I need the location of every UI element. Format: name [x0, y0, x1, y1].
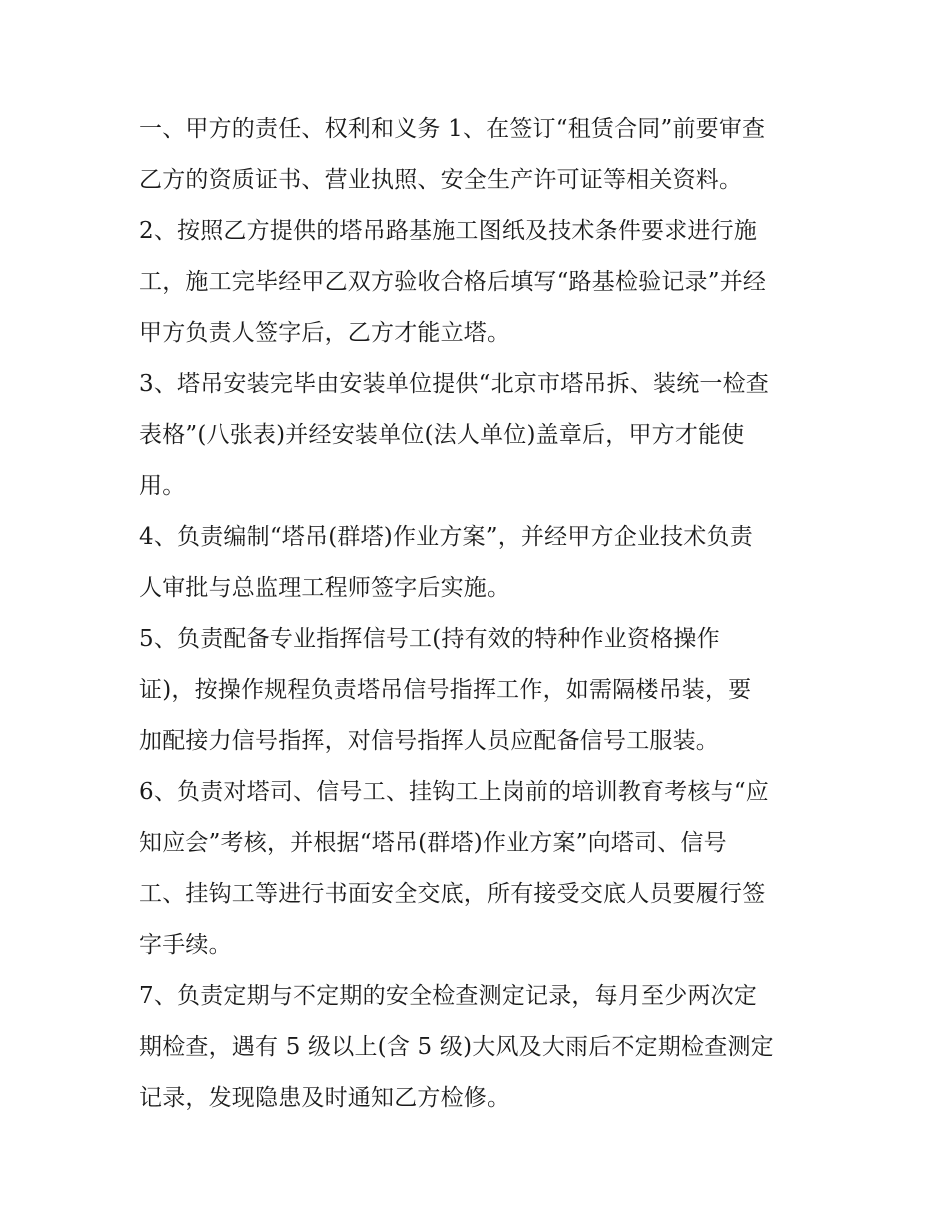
- text-line: 工、挂钩工等进行书面安全交底，所有接受交底人员要履行签: [139, 881, 766, 907]
- text-line: 2、按照乙方提供的塔吊路基施工图纸及技术条件要求进行施: [139, 218, 758, 244]
- text-line: 一、甲方的责任、权利和义务 1、在签订“租赁合同”前要审查: [139, 116, 766, 142]
- text-line: 工，施工完毕经甲乙双方验收合格后填写“路基检验记录”并经: [139, 269, 767, 295]
- text-line: 3、塔吊安装完毕由安装单位提供“北京市塔吊拆、装统一检查: [139, 371, 769, 397]
- text-line: 字手续。: [139, 932, 232, 958]
- text-line: 甲方负责人签字后，乙方才能立塔。: [139, 320, 511, 346]
- text-line: 人审批与总监理工程师签字后实施。: [139, 575, 511, 601]
- text-line: 知应会”考核，并根据“塔吊(群塔)作业方案”向塔司、信号: [139, 830, 727, 856]
- text-line: 表格”(八张表)并经安装单位(法人单位)盖章后，甲方才能使: [139, 422, 745, 448]
- text-line: 证)，按操作规程负责塔吊信号指挥工作，如需隔楼吊装，要: [139, 677, 752, 703]
- document-body: [139, 104, 819, 1124]
- text-line: 4、负责编制“塔吊(群塔)作业方案”，并经甲方企业技术负责: [139, 524, 753, 550]
- text-line: 记录，发现隐患及时通知乙方检修。: [139, 1085, 511, 1111]
- text-line: 6、负责对塔司、信号工、挂钩工上岗前的培训教育考核与“应: [139, 779, 769, 805]
- text-line: 用。: [139, 473, 186, 499]
- text-line: 5、负责配备专业指挥信号工(持有效的特种作业资格操作: [139, 626, 720, 652]
- text-line: 7、负责定期与不定期的安全检查测定记录，每月至少两次定: [139, 983, 758, 1009]
- text-line: 期检查，遇有 5 级以上(含 5 级)大风及大雨后不定期检查测定: [139, 1034, 774, 1060]
- text-line: 乙方的资质证书、营业执照、安全生产许可证等相关资料。: [139, 167, 743, 193]
- text-line: 加配接力信号指挥，对信号指挥人员应配备信号工服装。: [139, 728, 719, 754]
